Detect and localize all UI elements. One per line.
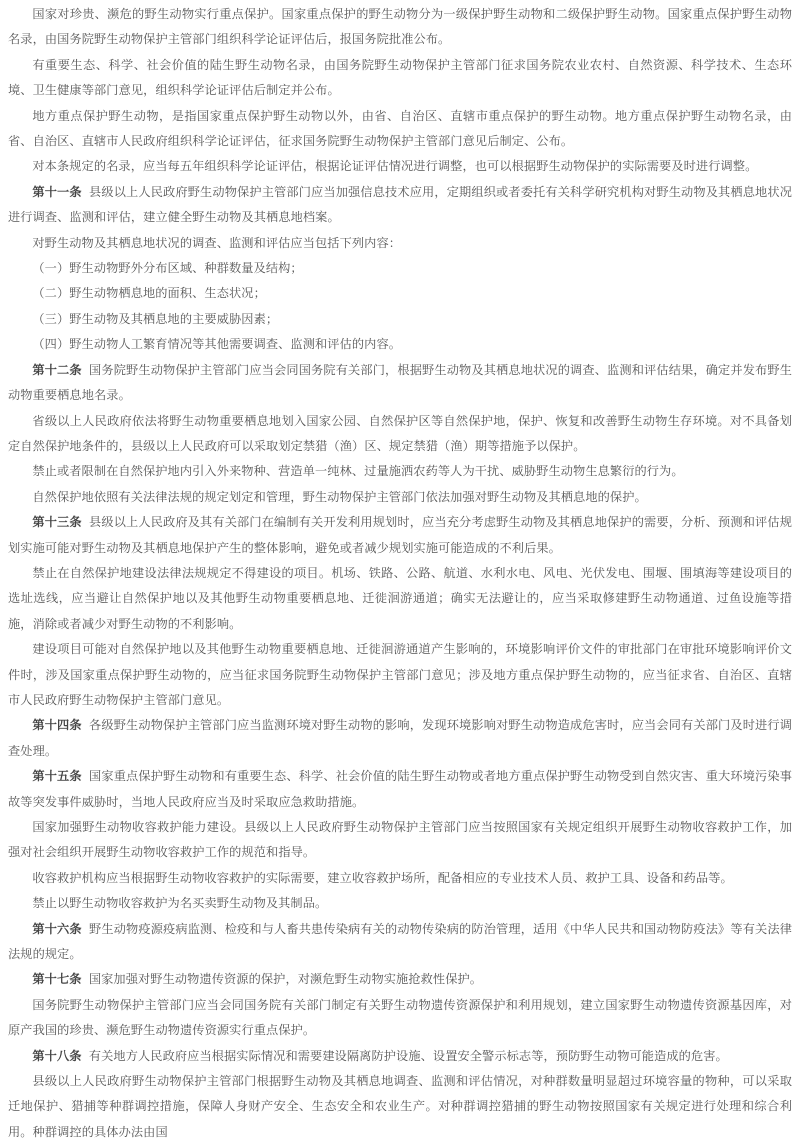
- article-number: 第十七条: [32, 972, 82, 987]
- paragraph-text: 收容救护机构应当根据野生动物收容救护的实际需要，建立收容救护场所，配备相应的专业技术人员、救护工具、设备和药品等。: [32, 870, 733, 885]
- article-number: 第十一条: [32, 184, 82, 199]
- paragraph: [8, 485, 792, 510]
- paragraph: [8, 891, 792, 916]
- document-body: [8, 2, 792, 1145]
- paragraph-text: 野生动物疫源疫病监测、检疫和与人畜共患传染病有关的动物传染病的防治管理，适用《中华人民共和国动物防疫法》等有关法律法规的规定。: [8, 921, 792, 962]
- paragraph: [8, 561, 792, 637]
- article-number: 第十五条: [32, 769, 82, 784]
- article-number: 第十三条: [32, 515, 82, 530]
- paragraph-text: 有重要生态、科学、社会价值的陆生野生动物名录，由国务院野生动物保护主管部门征求国务院农业农村、自然资源、科学技术、生态环境、卫生健康等部门意见，组织科学论证评估后制定并公布。: [8, 57, 792, 98]
- paragraph: [8, 307, 792, 332]
- article-paragraph: [8, 510, 792, 561]
- paragraph-text: 对野生动物及其栖息地状况的调查、监测和评估应当包括下列内容：: [32, 235, 402, 250]
- article-paragraph: [8, 764, 792, 815]
- paragraph: [8, 332, 792, 357]
- paragraph-text: 国家加强野生动物收容救护能力建设。县级以上人民政府野生动物保护主管部门应当按照国家有关规定组织开展野生动物收容救护工作，加强对社会组织开展野生动物收容救护工作的规范和指导。: [8, 820, 792, 860]
- paragraph: [8, 281, 792, 306]
- article-paragraph: [8, 1044, 792, 1069]
- paragraph-text: 各级野生动物保护主管部门应当监测环境对野生动物的影响，发现环境影响对野生动物造成危害时，应当会同有关部门及时进行调查处理。: [8, 718, 792, 758]
- paragraph-text: 国务院野生动物保护主管部门应当会同国务院有关部门，根据野生动物及其栖息地状况的调查、监测和评估结果，确定并发布野生动物重要栖息地名录。: [8, 362, 792, 403]
- paragraph-text: （一）野生动物野外分布区域、种群数量及结构；: [32, 261, 303, 276]
- paragraph-text: 地方重点保护野生动物，是指国家重点保护野生动物以外，由省、自治区、直辖市重点保护的野生动物。地方重点保护野生动物名录，由省、自治区、直辖市人民政府组织科学论证评估，征求国务院野生动物保护主管部门意见后制定、公布。: [8, 108, 792, 149]
- paragraph-text: 县级以上人民政府野生动物保护主管部门根据野生动物及其栖息地调查、监测和评估情况，对种群数量明显超过环境容量的物种，可以采取迁地保护、猎捕等种群调控措施，保障人身财产安全、生态安全和农业生产。对种群调控猎捕的野生动物按照国家有关规定进行处理和综合利用。种群调控的具体办法由国: [8, 1074, 792, 1139]
- article-paragraph: [8, 967, 792, 992]
- paragraph-text: 禁止或者限制在自然保护地内引入外来物种、营造单一纯林、过量施洒农药等人为干扰、威胁野生动物生息繁衍的行为。: [32, 464, 684, 479]
- paragraph-text: （三）野生动物及其栖息地的主要威胁因素；: [32, 311, 279, 326]
- paragraph-text: 省级以上人民政府依法将野生动物重要栖息地划入国家公园、自然保护区等自然保护地，保护、恢复和改善野生动物生存环境。对不具备划定自然保护地条件的，县级以上人民政府可以采取划定禁猎（渔）区、规定禁猎（渔）期等措施予以保护。: [8, 413, 792, 453]
- paragraph: [8, 1069, 792, 1145]
- paragraph-text: 自然保护地依照有关法律法规的规定划定和管理，野生动物保护主管部门依法加强对野生动物及其栖息地的保护。: [32, 489, 647, 504]
- paragraph: [8, 866, 792, 891]
- paragraph: [8, 256, 792, 281]
- paragraph: [8, 2, 792, 53]
- paragraph-text: 建设项目可能对自然保护地以及其他野生动物重要栖息地、迁徙洄游通道产生影响的，环境影响评价文件的审批部门在审批环境影响评价文件时，涉及国家重点保护野生动物的，应当征求国务院野生动物保护主管部门意见；涉及地方重点保护野生动物的，应当征求省、自治区、直辖市人民政府野生动物保护主管部门意见。: [8, 642, 792, 707]
- article-paragraph: [8, 713, 792, 764]
- paragraph: [8, 53, 792, 104]
- article-number: 第十八条: [32, 1048, 82, 1063]
- paragraph: [8, 104, 792, 155]
- paragraph: [8, 459, 792, 484]
- paragraph-text: （四）野生动物人工繁育情况等其他需要调查、监测和评估的内容。: [32, 337, 402, 352]
- paragraph-text: 县级以上人民政府及其有关部门在编制有关开发利用规划时，应当充分考虑野生动物及其栖息地保护的需要，分析、预测和评估规划实施可能对野生动物及其栖息地保护产生的整体影响，避免或者减少规划实施可能造成的不利后果。: [8, 515, 792, 555]
- paragraph-text: 国家加强对野生动物遗传资源的保护，对濒危野生动物实施抢救性保护。: [88, 972, 483, 987]
- paragraph-text: 禁止以野生动物收容救护为名买卖野生动物及其制品。: [32, 896, 328, 911]
- article-number: 第十六条: [32, 921, 82, 936]
- paragraph: [8, 637, 792, 713]
- paragraph: [8, 993, 792, 1044]
- paragraph-text: 有关地方人民政府应当根据实际情况和需要建设隔离防护设施、设置安全警示标志等，预防野生动物可能造成的危害。: [88, 1048, 728, 1063]
- paragraph-text: 禁止在自然保护地建设法律法规规定不得建设的项目。机场、铁路、公路、航道、水利水电、风电、光伏发电、围堰、围填海等建设项目的选址选线，应当避让自然保护地以及其他野生动物重要栖息地、迁徙洄游通道；确实无法避让的，应当采取修建野生动物通道、过鱼设施等措施，消除或者减少对野生动物的不利影响。: [8, 565, 792, 631]
- paragraph-text: 县级以上人民政府野生动物保护主管部门应当加强信息技术应用，定期组织或者委托有关科学研究机构对野生动物及其栖息地状况进行调查、监测和评估，建立健全野生动物及其栖息地档案。: [8, 184, 792, 225]
- paragraph-text: （二）野生动物栖息地的面积、生态状况；: [32, 286, 266, 301]
- paragraph-text: 国家重点保护野生动物和有重要生态、科学、社会价值的陆生野生动物或者地方重点保护野生动物受到自然灾害、重大环境污染事故等突发事件威胁时，当地人民政府应当及时采取应急救助措施。: [8, 769, 792, 809]
- paragraph: [8, 154, 792, 179]
- article-paragraph: [8, 180, 792, 231]
- paragraph: [8, 409, 792, 460]
- article-number: 第十四条: [32, 718, 82, 733]
- paragraph: [8, 815, 792, 866]
- article-number: 第十二条: [32, 362, 82, 377]
- paragraph-text: 国务院野生动物保护主管部门应当会同国务院有关部门制定有关野生动物遗传资源保护和利用规划，建立国家野生动物遗传资源基因库，对原产我国的珍贵、濒危野生动物遗传资源实行重点保护。: [8, 997, 792, 1038]
- paragraph: [8, 231, 792, 256]
- paragraph-text: 对本条规定的名录，应当每五年组织科学论证评估，根据论证评估情况进行调整，也可以根据野生动物保护的实际需要及时进行调整。: [32, 159, 758, 174]
- article-paragraph: [8, 358, 792, 409]
- article-paragraph: [8, 917, 792, 968]
- paragraph-text: 国家对珍贵、濒危的野生动物实行重点保护。国家重点保护的野生动物分为一级保护野生动物和二级保护野生动物。国家重点保护野生动物名录，由国务院野生动物保护主管部门组织科学论证评估后，报国务院批准公布。: [8, 7, 792, 47]
